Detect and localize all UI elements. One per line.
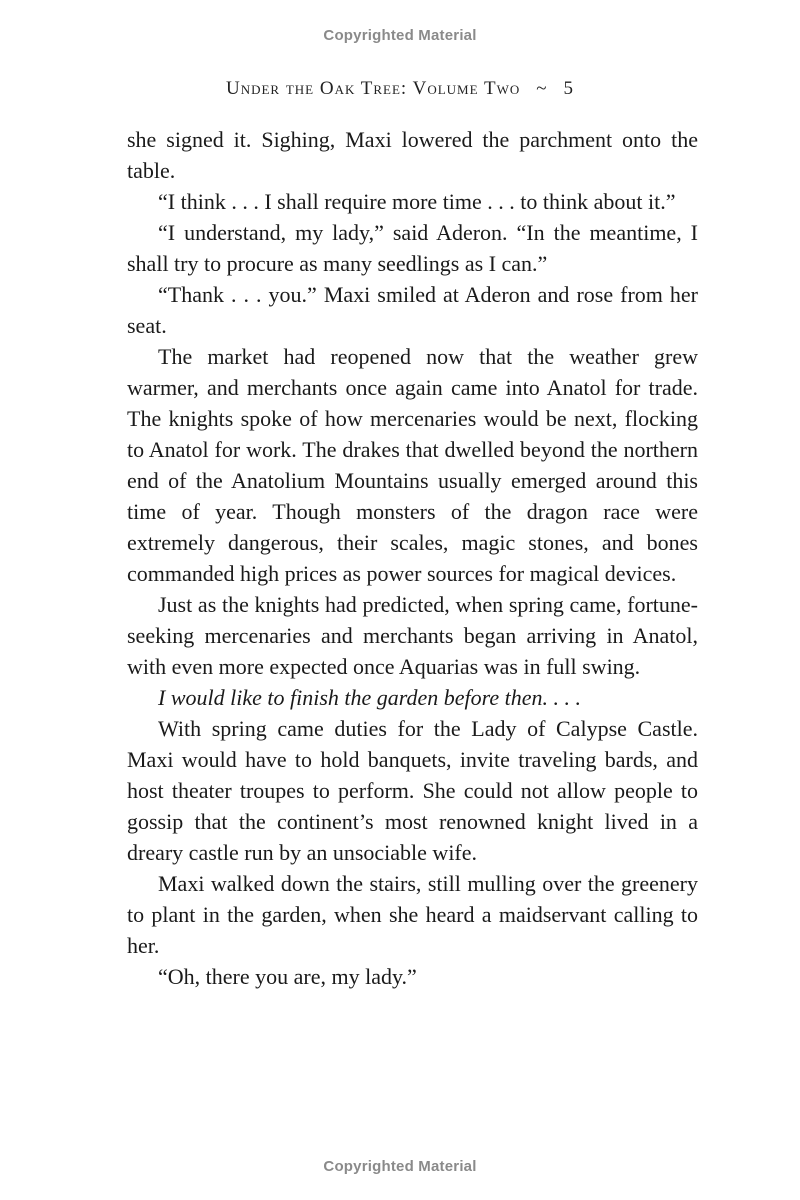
paragraph-10: “Oh, there you are, my lady.” bbox=[158, 964, 417, 989]
paragraph-7-italic-thought: I would like to finish the garden before then. . . . bbox=[158, 685, 582, 710]
header-separator: ~ bbox=[536, 78, 548, 99]
paragraph-4: “Thank . . . you.” Maxi smiled at Aderon and rose from her seat. bbox=[127, 282, 698, 338]
running-head bbox=[0, 78, 800, 100]
book-title: Under the Oak Tree: Volume Two bbox=[225, 78, 521, 99]
paragraph-9: Maxi walked down the stairs, still mulling over the greenery to plant in the garden, when she heard a maidservant calling to her. bbox=[127, 871, 698, 958]
watermark-top: Copyrighted Material bbox=[323, 27, 477, 44]
paragraph-8: With spring came duties for the Lady of Calypse Castle. Maxi would have to hold banquets, invite traveling bards, and host theater troupes to perform. She could not allow people to gossip that the continent’s most renowned knight lived in a dreary castle run by an unsociable wife. bbox=[127, 716, 698, 865]
body-text bbox=[127, 124, 698, 992]
paragraph-3: “I understand, my lady,” said Aderon. “In the meantime, I shall try to procure as many seedlings as I can.” bbox=[127, 220, 698, 276]
paragraph-2: “I think . . . I shall require more time . . . to think about it.” bbox=[158, 189, 676, 214]
paragraph-1: she signed it. Sighing, Maxi lowered the parchment onto the table. bbox=[127, 127, 698, 183]
watermark-bottom: Copyrighted Material bbox=[323, 1158, 477, 1175]
paragraph-6: Just as the knights had predicted, when spring came, fortune-seeking mercenaries and merchants began arriving in Anatol, with even more expected once Aquarias was in full swing. bbox=[127, 592, 698, 679]
paragraph-5: The market had reopened now that the weather grew warmer, and merchants once again came into Anatol for trade. The knights spoke of how mercenaries would be next, flocking to Anatol for work. The drakes that dwelled beyond the northern end of the Anatolium Mountains usually emerged around this time of year. Though monsters of the dragon race were extremely dangerous, their scales, magic stones, and bones commanded high prices as power sources for magical devices. bbox=[127, 344, 698, 586]
page-number: 5 bbox=[563, 78, 575, 99]
